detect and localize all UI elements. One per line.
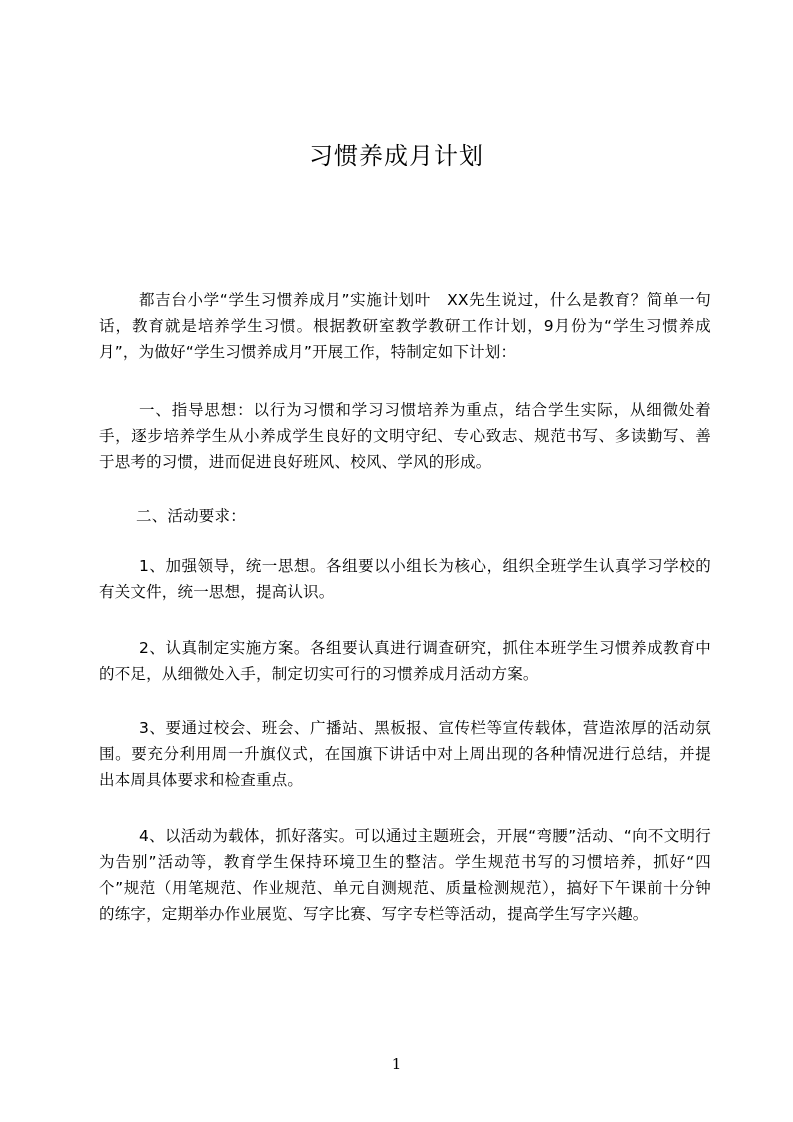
requirement-item-2: 2、认真制定实施方案。各组要认真进行调查研究，抓住本班学生习惯养成教育中的不足，从细微处入手，制定切实可行的习惯养成月活动方案。 <box>99 639 711 683</box>
activity-requirements-heading: 二、活动要求： <box>136 507 246 525</box>
requirement-item-4: 4、以活动为载体，抓好落实。可以通过主题班会，开展“弯腰”活动、“向不文明行为告别”活动等，教育学生保持环境卫生的整洁。学生规范书写的习惯培养，抓好“四个”规范（用笔规范、作业规范、单元自测规范、质量检测规范），搞好下午课前十分钟的练字，定期举办作业展览、写字比赛、写字专栏等活动，提高学生写字兴趣。 <box>99 827 711 923</box>
intro-paragraph: 都吉台小学“学生习惯养成月”实施计划叶 XX先生说过，什么是教育？简单一句话，教育就是培养学生习惯。根据教研室教学教研工作计划，9月份为“学生习惯养成月”，为做好“学生习惯养成月”开展工作，特制定如下计划： <box>99 291 711 361</box>
requirement-item-3: 3、要通过校会、班会、广播站、黑板报、宣传栏等宣传载体，营造浓厚的活动氛围。要充分利用周一升旗仪式，在国旗下讲话中对上周出现的各种情况进行总结，并提出本周具体要求和检查重点。 <box>99 719 711 789</box>
page-number: 1 <box>391 1055 402 1073</box>
requirement-item-1: 1、加强领导，统一思想。各组要以小组长为核心，组织全班学生认真学习学校的有关文件，统一思想，提高认识。 <box>99 557 711 601</box>
document-title: 习惯养成月计划 <box>309 142 484 170</box>
guiding-thought-paragraph: 一、指导思想：以行为习惯和学习习惯培养为重点，结合学生实际，从细微处着手，逐步培养学生从小养成学生良好的文明守纪、专心致志、规范书写、多读勤写、善于思考的习惯，进而促进良好班风、校风、学风的形成。 <box>99 401 711 471</box>
